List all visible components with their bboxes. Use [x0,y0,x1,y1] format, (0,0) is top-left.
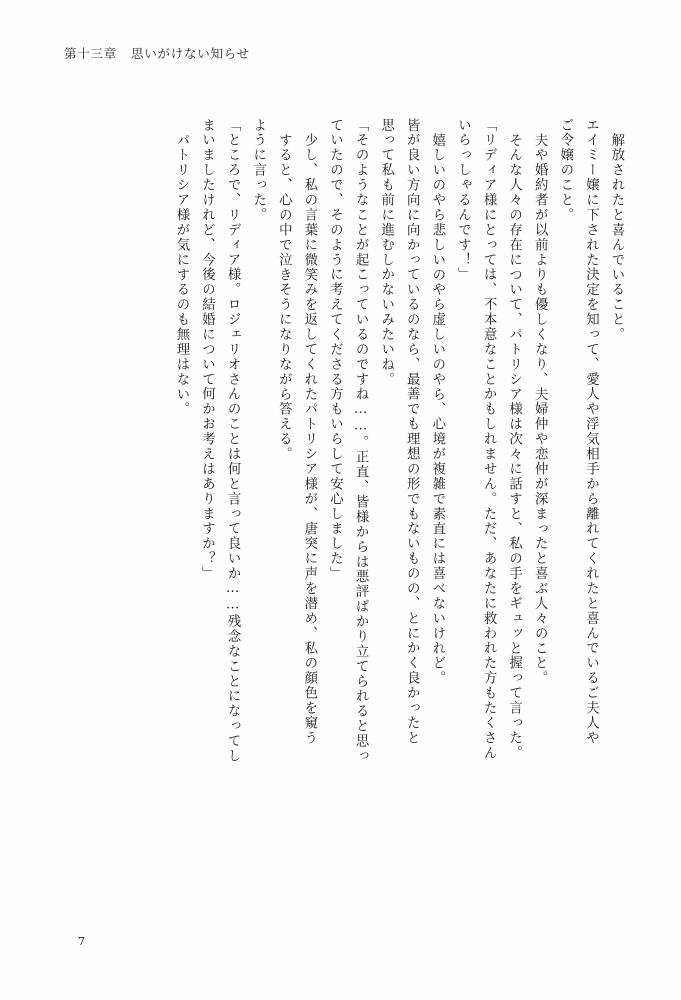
text-column: 「リディア様にとっては、不本意なことかもしれません。ただ、あなたに救われた方もたくさん [481,118,497,761]
text-column: 「そのようなことが起こっているのですね……。正直、皆様からは悪評ばかり立てられると思っ [353,118,369,764]
text-column: そんな人々の存在について、パトリシア様は次々に話すと、私の手をギュッと握って言った。 [506,133,522,761]
text-column: 解放されたと喜んでいること。 [609,133,624,343]
vertical-text-body [64,118,623,920]
text-column: 夫や婚約者が以前よりも優しくなり、夫婦仲や恋仲が深まったと喜ぶ人々のこと。 [532,133,548,686]
text-column: 思って私も前に進むしかないみたいね。 [378,118,394,387]
text-column: いらっしゃるんです！」 [455,118,471,283]
text-column: 少し、私の言葉に微笑みを返してくれたパトリシア様が、唐突に声を潜め、私の顔色を窺う [301,133,317,746]
text-column: 「ところで、リディア様。ロジェリオさんのことは何と言って良いか……残念なことになってし [225,118,241,764]
text-column: ように言った。 [250,118,266,223]
text-column: エイミー嬢に下された決定を知って、愛人や浮気相手から離れてくれたと喜んでいるご夫人や [583,118,599,746]
chapter-title: 思いがけない知らせ [131,46,250,61]
page-number: 7 [78,935,85,948]
text-column: すると、心の中で泣きそうになりながら答える。 [276,133,292,462]
chapter-number: 第十三章 [64,46,118,61]
text-column: 嬉しいのやら悲しいのやら虚しいのやら、心境が複雑で素直には喜べないけれど。 [429,133,445,686]
page-header [64,44,250,62]
text-column: ご令嬢のこと。 [557,118,573,223]
text-column: パトリシア様が気にするのも無理はない。 [173,133,189,417]
text-column: まいましたけれど、今後の結婚について何かお考えはありますか？」 [199,118,215,582]
text-column: 皆が良い方向に向かっているのなら、最善でも理想の形でもないものの、とにかく良かったと [404,118,420,746]
text-column: ていたので、そのように考えてくださる方もいらして安心しました」 [327,118,343,582]
